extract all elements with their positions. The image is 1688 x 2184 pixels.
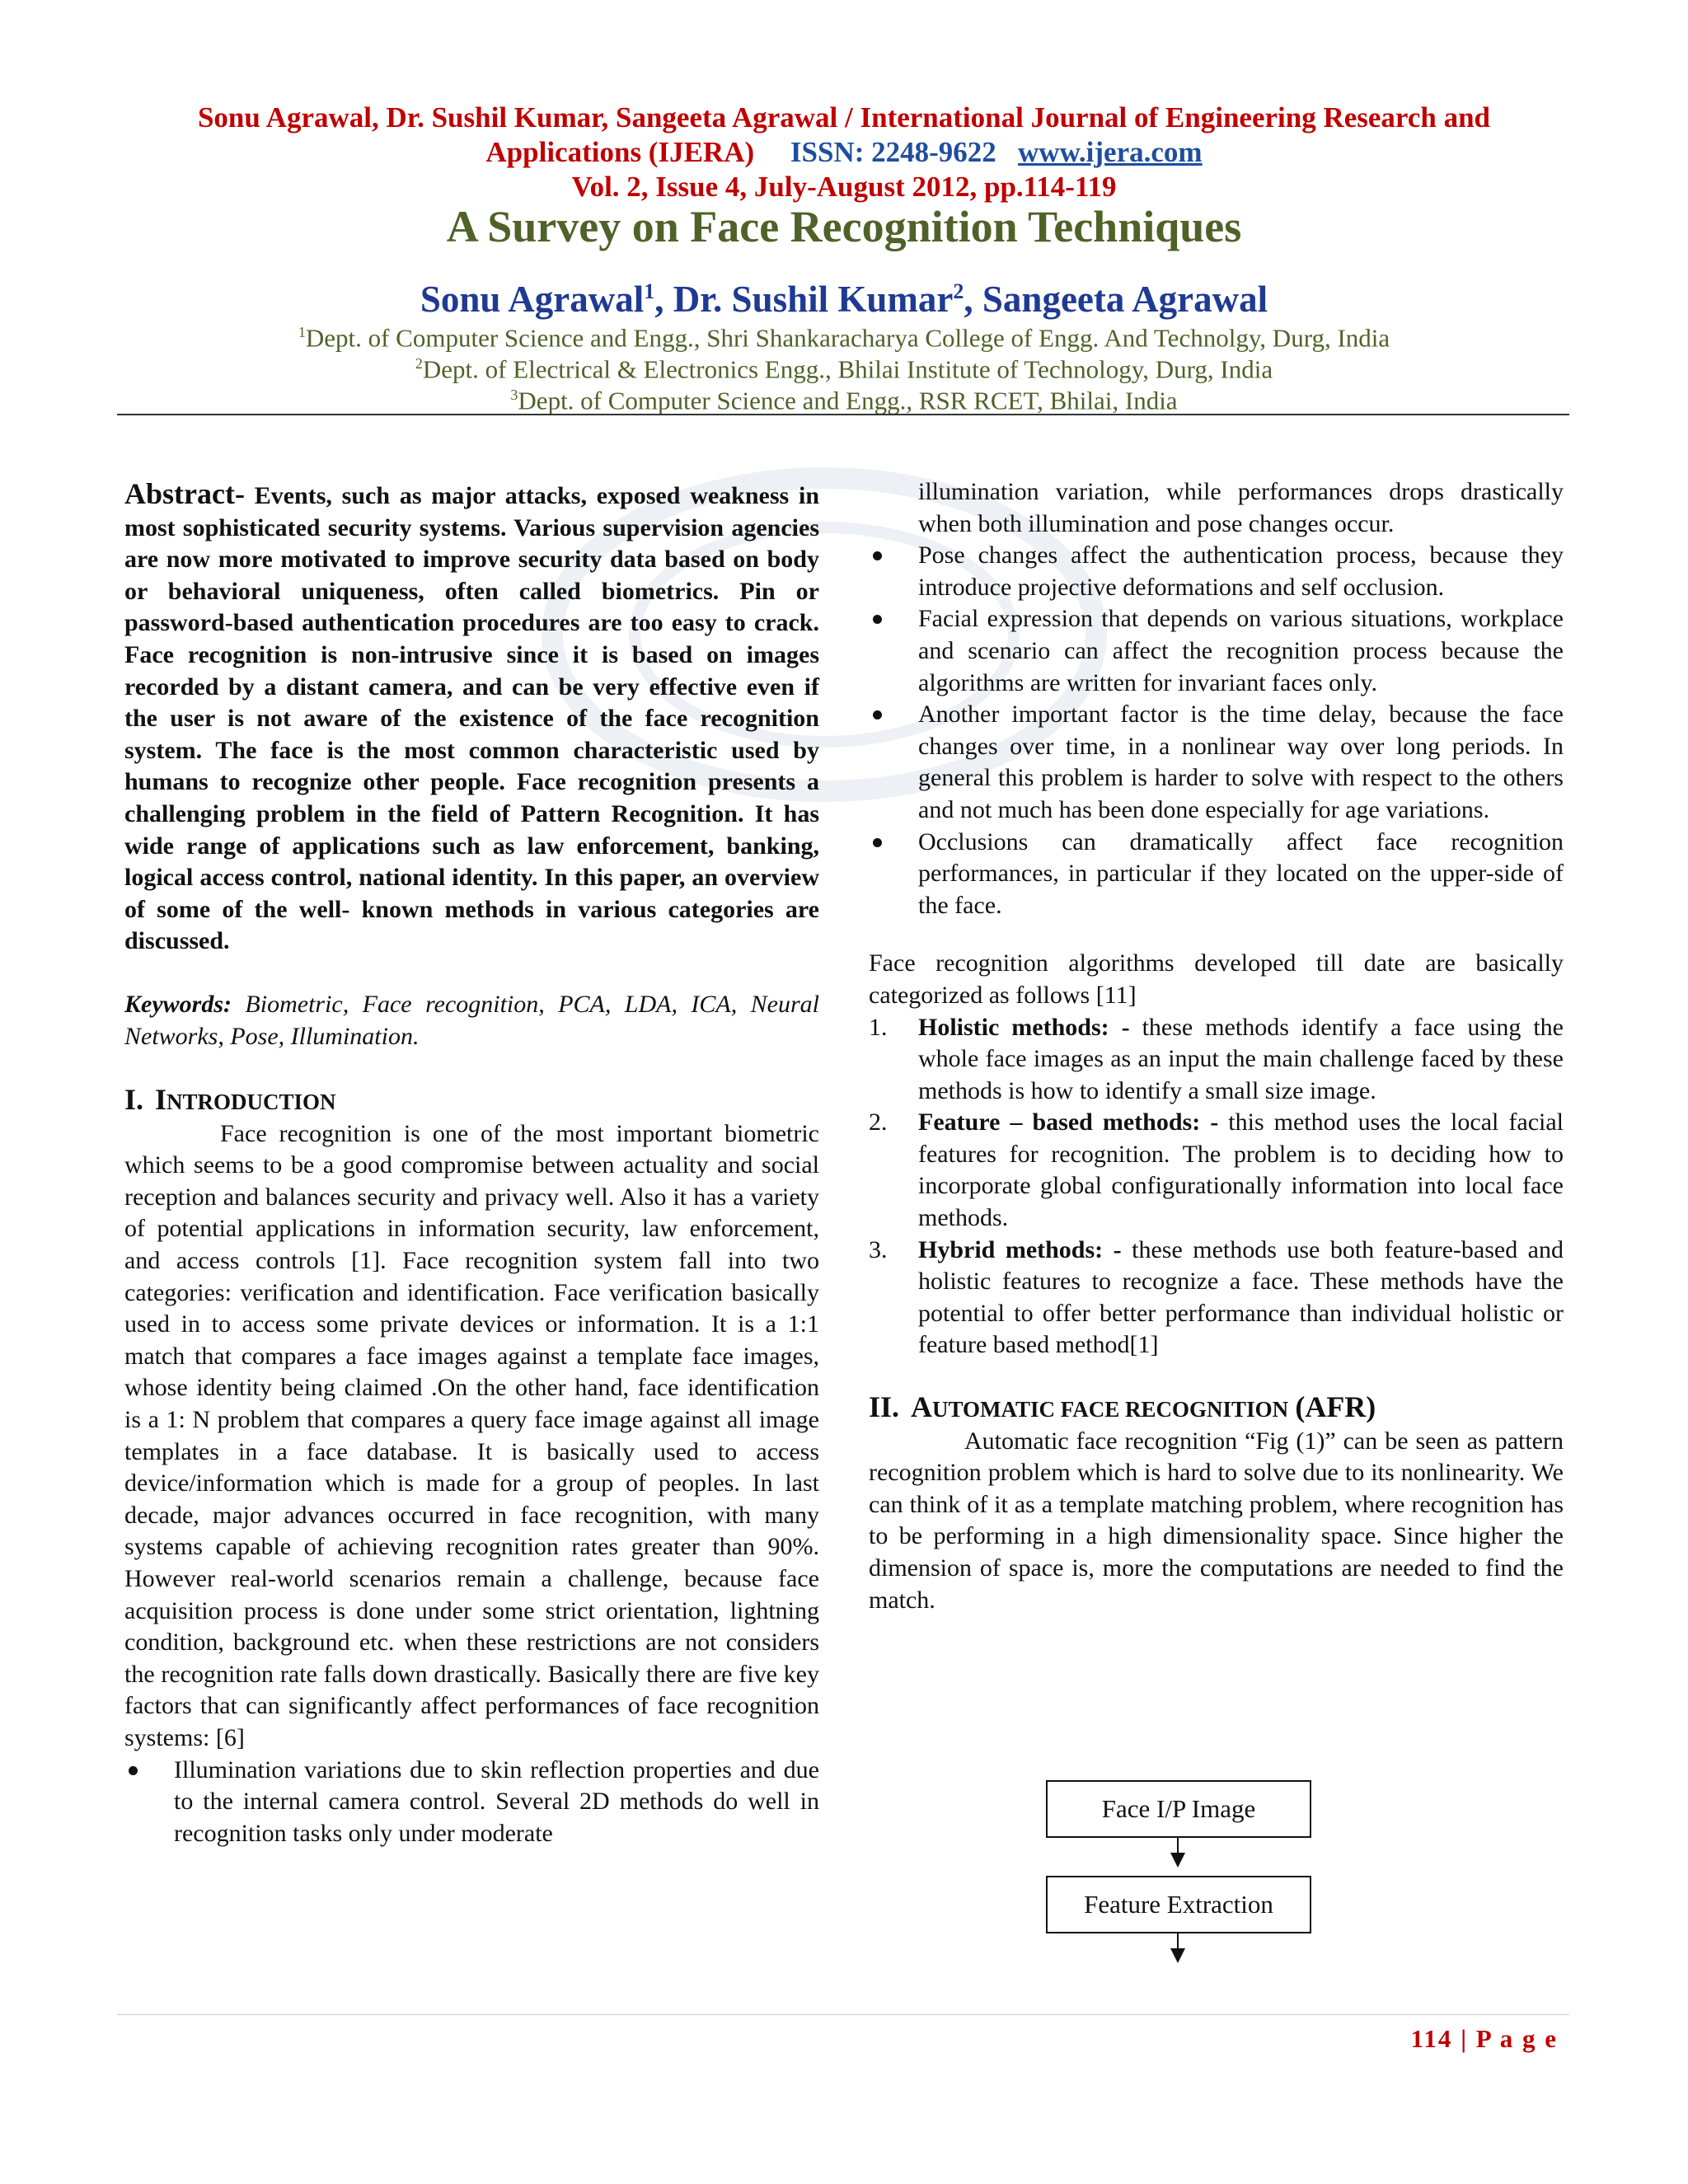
arrow-down-icon bbox=[1170, 1853, 1185, 1868]
method-list bbox=[869, 1012, 1564, 1362]
afr-flowchart bbox=[1046, 1780, 1311, 1978]
issn: ISSN: 2248-9622 bbox=[790, 136, 996, 168]
keywords bbox=[124, 989, 819, 1052]
list-item-continuation: illumination variation, while performances drops drastically when both illumination and pose changes occur. bbox=[918, 478, 1564, 537]
footer-divider bbox=[117, 2014, 1569, 2015]
flowchart-arrow bbox=[1177, 1836, 1179, 1854]
journal-website-link[interactable]: www.ijera.com bbox=[1018, 136, 1203, 168]
abstract-label: Abstract- bbox=[124, 477, 245, 510]
section-heading-afr: II. AUTOMATIC FACE RECOGNITION (AFR) bbox=[869, 1390, 1376, 1424]
categories-intro: Face recognition algorithms developed till date are basically categorized as follows [11] bbox=[869, 949, 1564, 1009]
flowchart-arrow bbox=[1177, 1932, 1179, 1950]
list-item: 2. Feature – based methods: - this method uses the local facial features for recognition. The problem is to deciding how to incorporate global configurationally information into local face methods. bbox=[869, 1108, 1564, 1232]
introduction-paragraph: Face recognition is one of the most important biometric which seems to be a good compromise between actuality and social reception and balances security and privacy well. Also it has a variety of potential applications in information security, law enforcement, and access controls [1]. Face recognition system fall into two categories: verification and identification. Face verification basically used in to access some private devices or information. It is a 1:1 match that compares a face images against a template face images, whose identity being claimed .On the other hand, face identification is a 1: N problem that compares a query face image against all image templates in a face database. It is basically used to access device/information which is made for a group of peoples. In last decade, major advances occurred in face recognition, with many systems capable of achieving recognition rates greater than 90%. However real-world scenarios remain a challenge, because face acquisition process is done under some strict orientation, lightning condition, background etc. when these restrictions are not considers the recognition rate falls down drastically. Basically there are five key factors that can significantly affect performances of face recognition systems: [6] bbox=[124, 1119, 819, 1751]
header-divider bbox=[117, 414, 1569, 415]
right-column bbox=[869, 476, 1564, 1616]
abstract bbox=[124, 478, 819, 958]
abstract-text: Events, such as major attacks, exposed weakness in most sophisticated security systems. Various supervision agencies are now more motivated to improve security data based on body or behavioral uniqueness, often called biometrics. Pin or password-based authentication procedures are too easy to crack. Face recognition is non-intrusive since it is based on images recorded by a distant camera, and can be very effective even if the user is not aware of the existence of the face recognition system. The face is the most common characteristic used by humans to recognize other people. Face recognition presents a challenging problem in the field of Pattern Recognition. It has wide range of applications such as law enforcement, banking, logical access control, national identity. In this paper, an overview of some of the well- known methods in various categories are discussed. bbox=[124, 482, 819, 955]
list-item: 3. Hybrid methods: - these methods use both feature-based and holistic features to recognize a face. These methods have the potential to offer better performance than individual holistic or feature based method[1] bbox=[869, 1235, 1564, 1359]
list-item: Illumination variations due to skin reflection properties and due to the internal camera control. Several 2D methods do well in recognition tasks only under moderate bbox=[124, 1755, 819, 1850]
keywords-label: Keywords: bbox=[124, 990, 232, 1018]
list-item: Another important factor is the time delay, because the face changes over time, in a nonlinear way over long periods. In general this problem is harder to solve with respect to the others and not much has been done especially for age variations. bbox=[869, 699, 1564, 826]
journal-name-issn-line bbox=[115, 135, 1573, 170]
arrow-down-icon bbox=[1170, 1948, 1185, 1963]
paper-title: A Survey on Face Recognition Techniques bbox=[446, 202, 1242, 251]
volume-issue-line: Vol. 2, Issue 4, July-August 2012, pp.114-119 bbox=[571, 171, 1117, 203]
page-number: 114 | P a g e bbox=[1410, 2024, 1558, 2053]
factor-list bbox=[869, 540, 1564, 921]
affiliation: $^3$Dept. of Computer Science and Engg., RSR RCET, Bhilai, India bbox=[510, 386, 1178, 415]
author-affil-mark: 1 bbox=[644, 279, 655, 303]
flowchart-box-feature-extraction: Feature Extraction bbox=[1046, 1876, 1311, 1933]
author-name: Dr. Sushil Kumar bbox=[673, 279, 954, 320]
list-item: Occlusions can dramatically affect face recognition performances, in particular if they located on the upper-side of the face. bbox=[869, 827, 1564, 922]
author-affil-mark: 2 bbox=[953, 279, 964, 303]
author-name: Sonu Agrawal bbox=[420, 279, 645, 320]
factor-list bbox=[124, 1755, 819, 1850]
flowchart-box-face-input: Face I/P Image bbox=[1046, 1780, 1311, 1838]
author-list: Sonu Agrawal$^1$, Dr. Sushil Kumar$^2$, Sangeeta Agrawal bbox=[420, 279, 1268, 320]
section-heading-introduction: I. INTRODUCTION bbox=[124, 1083, 336, 1117]
author-name: Sangeeta Agrawal bbox=[982, 279, 1268, 320]
journal-citation-line: Sonu Agrawal, Dr. Sushil Kumar, Sangeeta Agrawal / International Journal of Engineering Research and bbox=[197, 101, 1491, 134]
left-column bbox=[124, 478, 819, 1849]
list-item: 1. Holistic methods: - these methods identify a face using the whole face images as an input the main challenge faced by these methods is how to identify a small size image. bbox=[869, 1013, 1564, 1104]
affiliation: $^2$Dept. of Electrical & Electronics Engg., Bhilai Institute of Technology, Durg, India bbox=[415, 354, 1273, 384]
journal-abbrev: Applications (IJERA) bbox=[485, 136, 755, 168]
keywords-text: Biometric, Face recognition, PCA, LDA, ICA, Neural Networks, Pose, Illumination. bbox=[124, 990, 819, 1050]
list-item: Pose changes affect the authentication process, because they introduce projective deformations and self occlusion. bbox=[869, 540, 1564, 603]
afr-paragraph: Automatic face recognition “Fig (1)” can be seen as pattern recognition problem which is hard to solve due to its nonlinearity. We can think of it as a template matching problem, where recognition has to be performing in a high dimensionality space. Since higher the dimension of space is, more the computations are needed to find the match. bbox=[869, 1427, 1564, 1614]
list-item: Facial expression that depends on various situations, workplace and scenario can affect the recognition process because the algorithms are written for invariant faces only. bbox=[869, 603, 1564, 699]
affiliation: $^1$Dept. of Computer Science and Engg., Shri Shankaracharya College of Engg. And Technolgy, Durg, India bbox=[298, 323, 1390, 353]
